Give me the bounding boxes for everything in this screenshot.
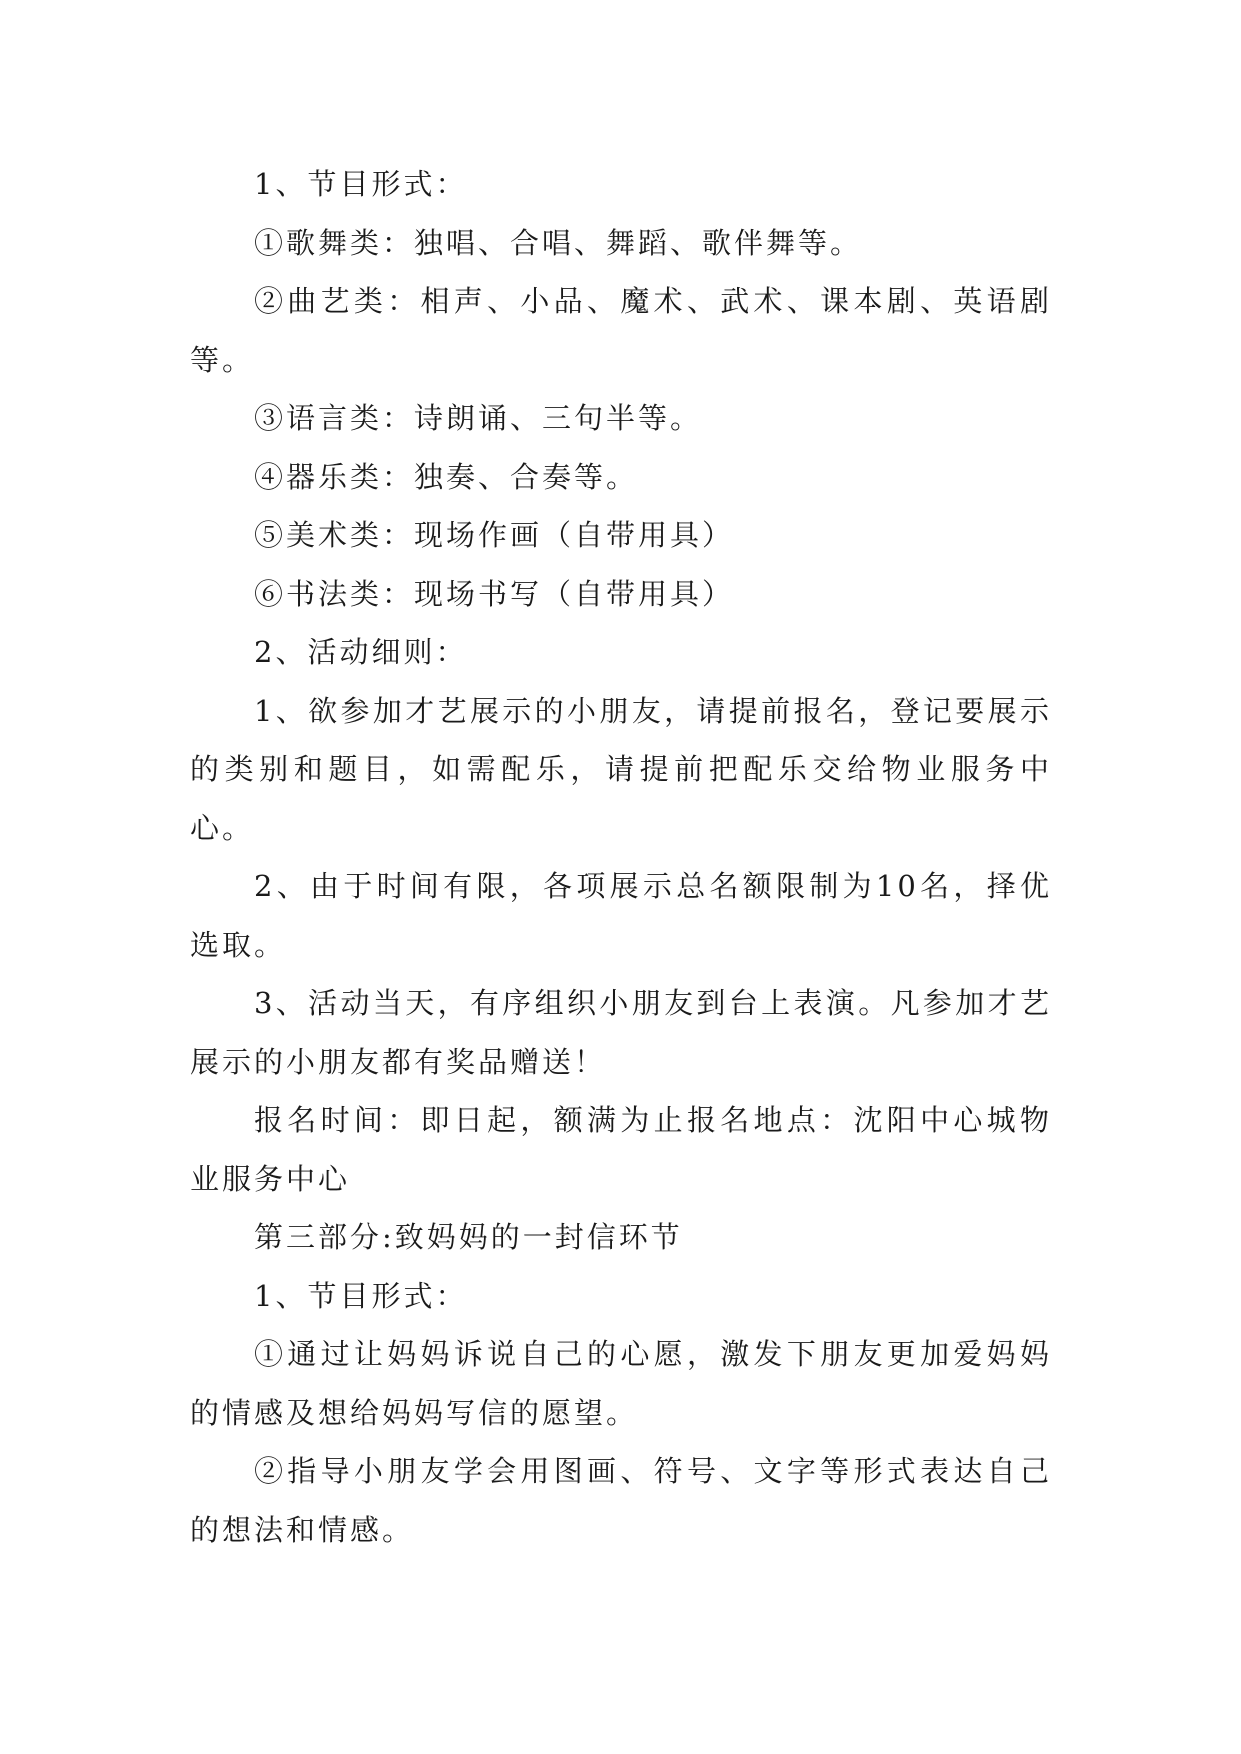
paragraph: 1、欲参加才艺展示的小朋友，请提前报名，登记要展示的类别和题目，如需配乐，请提前把配乐交给物业服务中心。 <box>190 693 1052 845</box>
section-heading: 第三部分:致妈妈的一封信环节 <box>254 1220 683 1254</box>
paragraph: ②曲艺类：相声、小品、魔术、武术、课本剧、英语剧等。 <box>190 284 1052 377</box>
paragraph: 2、由于时间有限，各项展示总名额限制为10名，择优选取。 <box>190 869 1052 962</box>
paragraph: 1、节目形式： <box>254 167 468 201</box>
paragraph: ③语言类：诗朗诵、三句半等。 <box>254 401 703 435</box>
document-body <box>190 155 1052 1559</box>
paragraph: ④器乐类：独奏、合奏等。 <box>254 459 639 494</box>
paragraph: 1、节目形式： <box>254 1278 468 1313</box>
paragraph: ②指导小朋友学会用图画、符号、文字等形式表达自己的想法和情感。 <box>190 1454 1052 1547</box>
paragraph: 3、活动当天，有序组织小朋友到台上表演。凡参加才艺展示的小朋友都有奖品赠送！ <box>190 986 1052 1079</box>
paragraph: ①歌舞类：独唱、合唱、舞蹈、歌伴舞等。 <box>254 225 863 260</box>
paragraph: ①通过让妈妈诉说自己的心愿，激发下朋友更加爱妈妈的情感及想给妈妈写信的愿望。 <box>190 1337 1052 1430</box>
paragraph: 报名时间：即日起，额满为止报名地点：沈阳中心城物业服务中心 <box>190 1103 1052 1196</box>
paragraph: 2、活动细则： <box>254 635 468 669</box>
paragraph: ⑤美术类：现场作画（自带用具） <box>254 518 735 552</box>
paragraph: ⑥书法类：现场书写（自带用具） <box>254 576 735 611</box>
